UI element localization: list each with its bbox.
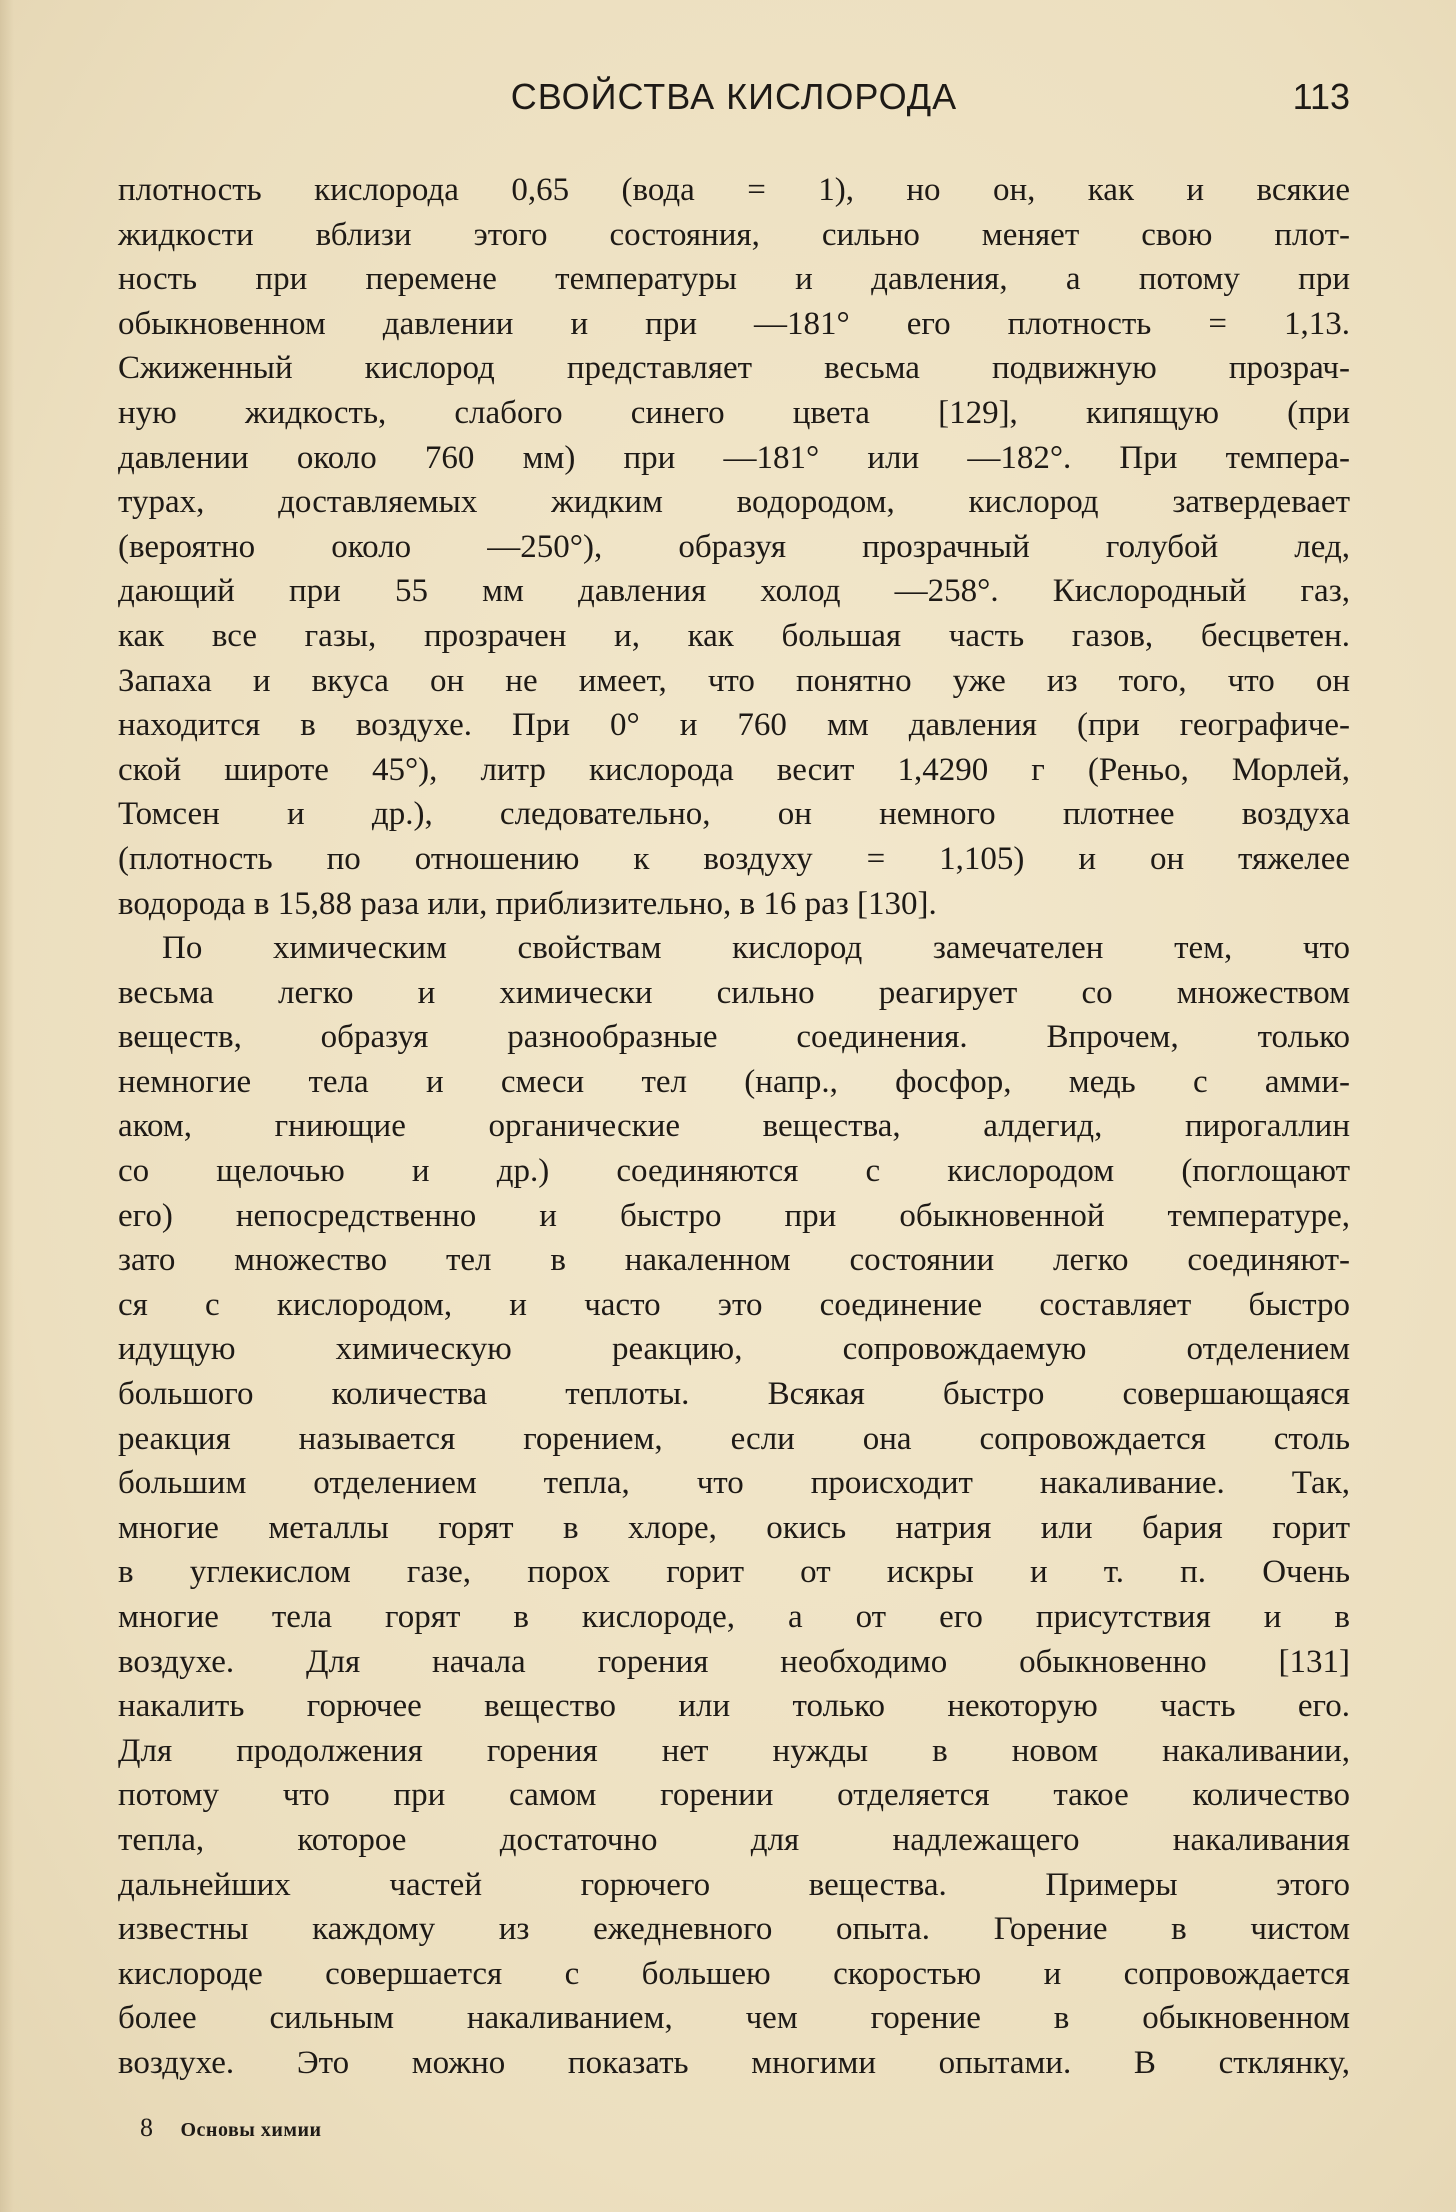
text-line: более сильным накаливанием, чем горение в обыкновенном <box>118 2000 1350 2037</box>
text-line: немногие тела и смеси тел (напр., фосфор, медь с амми- <box>118 1063 1350 1100</box>
text-line: большим отделением тепла, что происходит накаливание. Так, <box>118 1465 1350 1502</box>
text-line: как все газы, прозрачен и, как большая часть газов, бесцветен. <box>118 617 1350 654</box>
printer-signature <box>140 2108 322 2148</box>
text-line: известны каждому из ежедневного опыта. Горение в чистом <box>118 1911 1350 1948</box>
text-line: турах, доставляемых жидким водородом, кислород затвердевает <box>118 484 1350 521</box>
text-line: Томсен и др.), следовательно, он немного плотнее воздуха <box>118 796 1350 833</box>
text-line: дающий при 55 мм давления холод —258°. Кислородный газ, <box>118 573 1350 610</box>
text-line: дальнейших частей горючего вещества. Примеры этого <box>118 1866 1350 1903</box>
text-line: ность при перемене температуры и давления, а потому при <box>118 261 1350 298</box>
spine-shadow <box>0 0 14 2212</box>
text-line: воздухе. Это можно показать многими опытами. В стклянку, <box>118 2044 1350 2081</box>
text-line: зато множество тел в накаленном состоянии легко соединяют- <box>118 1242 1350 1279</box>
page-number: 113 <box>1292 76 1350 117</box>
paragraph-end-line: водорода в 15,88 раза или, приблизительно, в 16 раз [130]. <box>118 885 937 922</box>
text-line: ской широте 45°), литр кислорода весит 1,4290 г (Реньо, Морлей, <box>118 751 1350 788</box>
text-line: тепла, которое достаточно для надлежащего накаливания <box>118 1821 1350 1858</box>
text-line: плотность кислорода 0,65 (вода = 1), но он, как и всякие <box>118 172 1350 208</box>
running-header <box>118 72 1350 122</box>
text-line: большого количества теплоты. Всякая быстро совершающаяся <box>118 1376 1350 1413</box>
text-line: веществ, образуя разнообразные соединения. Впрочем, только <box>118 1019 1350 1056</box>
text-line: ную жидкость, слабого синего цвета [129], кипящую (при <box>118 394 1350 431</box>
text-line: Запаха и вкуса он не имеет, что понятно уже из того, что он <box>118 662 1350 699</box>
text-line: идущую химическую реакцию, сопровождаемую отделением <box>118 1331 1350 1368</box>
text-line: со щелочью и др.) соединяются с кислородом (поглощают <box>118 1153 1350 1190</box>
text-line: кислороде совершается с большею скоростью и сопровождается <box>118 1955 1350 1992</box>
text-line: весьма легко и химически сильно реагирует со множеством <box>118 974 1350 1011</box>
text-line: Сжиженный кислород представляет весьма подвижную прозрач- <box>118 350 1350 387</box>
body-text <box>118 168 1350 2086</box>
text-line: в углекислом газе, порох горит от искры и т. п. Очень <box>118 1554 1350 1591</box>
text-line: обыкновенном давлении и при —181° его плотность = 1,13. <box>118 305 1350 342</box>
text-line: (вероятно около —250°), образуя прозрачный голубой лед, <box>118 528 1350 565</box>
text-line: находится в воздухе. При 0° и 760 мм давления (при географиче- <box>118 707 1350 744</box>
text-line: многие тела горят в кислороде, а от его присутствия и в <box>118 1599 1350 1635</box>
paragraph-start-line: По химическим свойствам кислород замечателен тем, что <box>162 930 1350 967</box>
text-line: многие металлы горят в хлоре, окись натрия или бария горит <box>118 1509 1350 1546</box>
text-line: жидкости вблизи этого состояния, сильно меняет свою плот- <box>118 216 1350 253</box>
text-line: ся с кислородом, и часто это соединение составляет быстро <box>118 1286 1350 1323</box>
text-line: аком, гниющие органические вещества, алдегид, пирогаллин <box>118 1108 1350 1145</box>
text-line: (плотность по отношению к воздуху = 1,105) и он тяжелее <box>118 840 1350 877</box>
text-line: Для продолжения горения нет нужды в новом накаливании, <box>118 1732 1350 1769</box>
text-line: давлении около 760 мм) при —181° или —182°. При темпера- <box>118 439 1350 476</box>
text-line: накалить горючее вещество или только некоторую часть его. <box>118 1688 1350 1725</box>
text-line: реакция называется горением, если она сопровождается столь <box>118 1420 1350 1457</box>
signature-title: Основы химии <box>180 2119 322 2141</box>
running-title: СВОЙСТВА КИСЛОРОДА <box>510 76 958 117</box>
signature-number: 8 <box>140 2113 153 2142</box>
text-line: потому что при самом горении отделяется такое количество <box>118 1777 1350 1814</box>
text-line: воздухе. Для начала горения необходимо обыкновенно [131] <box>118 1643 1350 1680</box>
text-line: его) непосредственно и быстро при обыкновенной температуре, <box>118 1197 1350 1234</box>
